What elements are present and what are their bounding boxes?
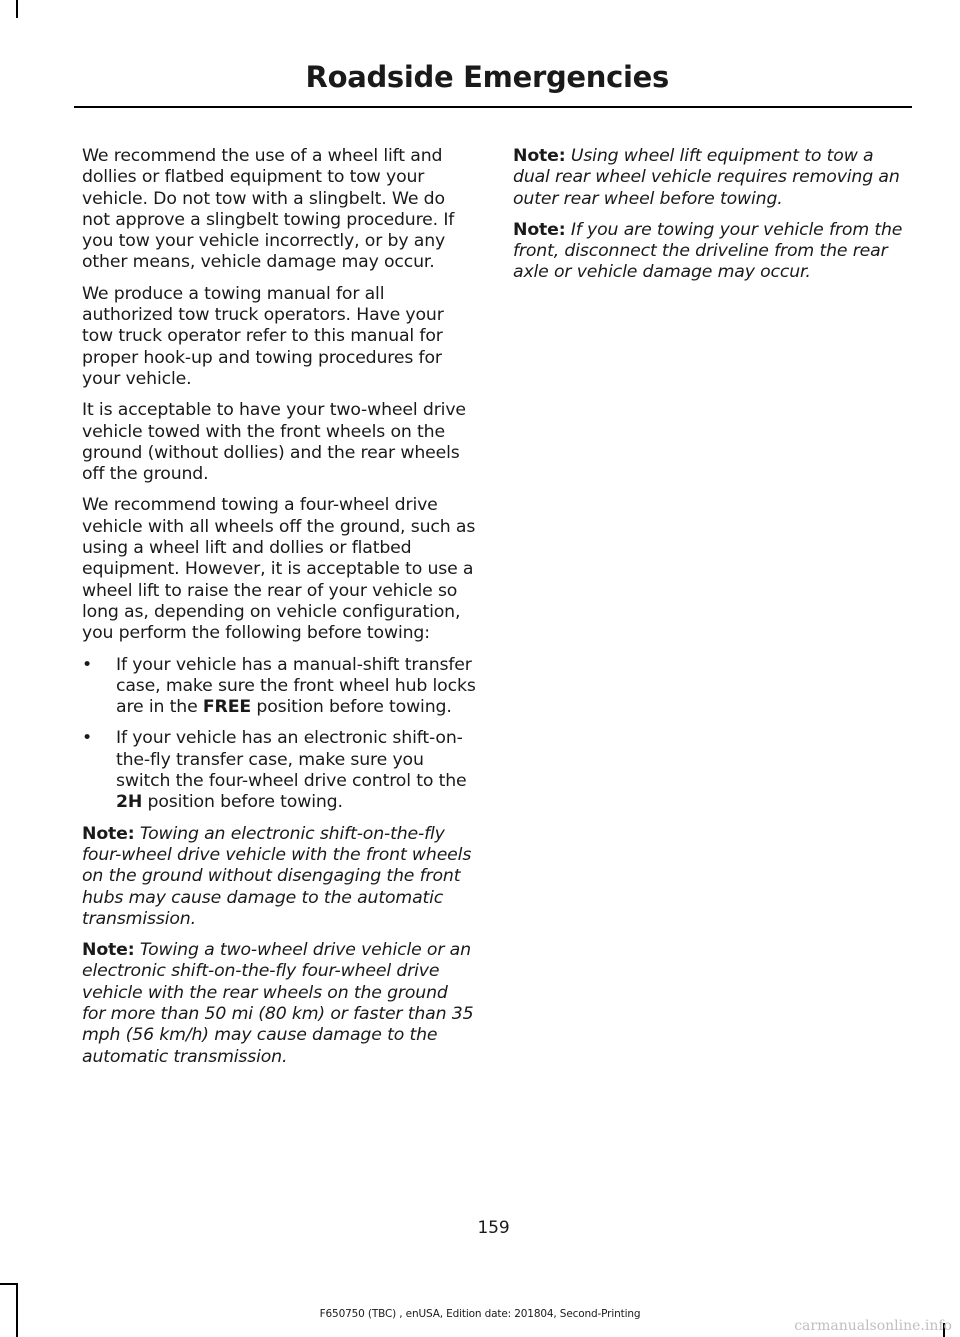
towing-prerequisites-list: [82, 655, 476, 814]
note-label: Note:: [513, 219, 566, 240]
note-label: Note:: [82, 940, 135, 961]
watermark: carmanualsonline.info: [794, 1318, 952, 1334]
note-text: If you are towing your vehicle from the front, disconnect the driveline from the rear axle or vehicle damage may occur.: [513, 219, 903, 283]
header-divider: [74, 106, 912, 108]
bullet-bold-term: 2H: [116, 792, 143, 813]
list-item-manual-shift: [82, 655, 476, 719]
page-number: 159: [477, 1218, 510, 1238]
note-driveline: [513, 220, 909, 284]
bullet-text: position before towing.: [142, 792, 343, 813]
note-text: Using wheel lift equipment to tow a dual rear wheel vehicle requires removing an outer rear wheel before towing.: [513, 146, 900, 209]
page-title: Roadside Emergencies: [305, 60, 669, 94]
bullet-text: If your vehicle has an electronic shift-on-the-fly transfer case, make sure you switch the four-wheel drive control to the: [116, 728, 467, 792]
crop-mark-bottom-left-h: [0, 1283, 18, 1285]
edition-footer: F650750 (TBC) , enUSA, Edition date: 201804, Second-Printing: [319, 1308, 641, 1320]
bullet-glyph: •: [82, 654, 93, 675]
bullet-text: position before towing.: [251, 697, 452, 718]
note-text: Towing an electronic shift-on-the-fly four-wheel drive vehicle with the front wheels on the ground without disengaging the front hubs may cause damage to the automatic transmission.: [82, 823, 472, 929]
right-column: [513, 146, 909, 294]
paragraph-wheel-lift: We recommend the use of a wheel lift and dollies or flatbed equipment to tow your vehicle. Do not tow with a slingbelt. We do not approve a slingbelt towing procedure. If you tow your vehicle incorrectly, or by any other means, vehicle damage may occur.: [82, 146, 455, 273]
paragraph-four-wheel-drive: We recommend towing a four-wheel drive vehicle with all wheels off the ground, such as using a wheel lift and dollies or flatbed equipment. However, it is acceptable to use a wheel lift to raise the rear of your vehicle so long as, depending on vehicle configuration, you perform the following before towing:: [82, 495, 476, 644]
list-item-electronic-shift: [82, 728, 476, 813]
note-text: Towing a two-wheel drive vehicle or an electronic shift-on-the-fly four-wheel drive vehicle with the rear wheels on the ground for more than 50 mi (80 km) or faster than 35 mph (56 km/h) may cause damage to the automatic transmission.: [82, 940, 474, 1067]
crop-mark-top-left: [16, 0, 18, 18]
paragraph-two-wheel-drive: It is acceptable to have your two-wheel drive vehicle towed with the front wheels on the ground (without dollies) and the rear wheels off the ground.: [82, 400, 466, 485]
bullet-bold-term: FREE: [202, 697, 252, 718]
note-front-hubs: [82, 824, 476, 930]
note-label: Note:: [513, 146, 566, 166]
paragraph-towing-manual: We produce a towing manual for all authorized tow truck operators. Have your tow truck operator refer to this manual for proper hook-up and towing procedures for your vehicle.: [82, 283, 444, 389]
note-label: Note:: [82, 823, 135, 844]
left-column: [82, 146, 476, 1078]
note-distance-speed: [82, 940, 476, 1068]
bullet-text: If your vehicle has a manual-shift transfer case, make sure the front wheel hub locks are in the: [116, 654, 476, 718]
bullet-glyph: •: [82, 728, 93, 749]
note-dual-rear-wheel: [513, 146, 909, 210]
